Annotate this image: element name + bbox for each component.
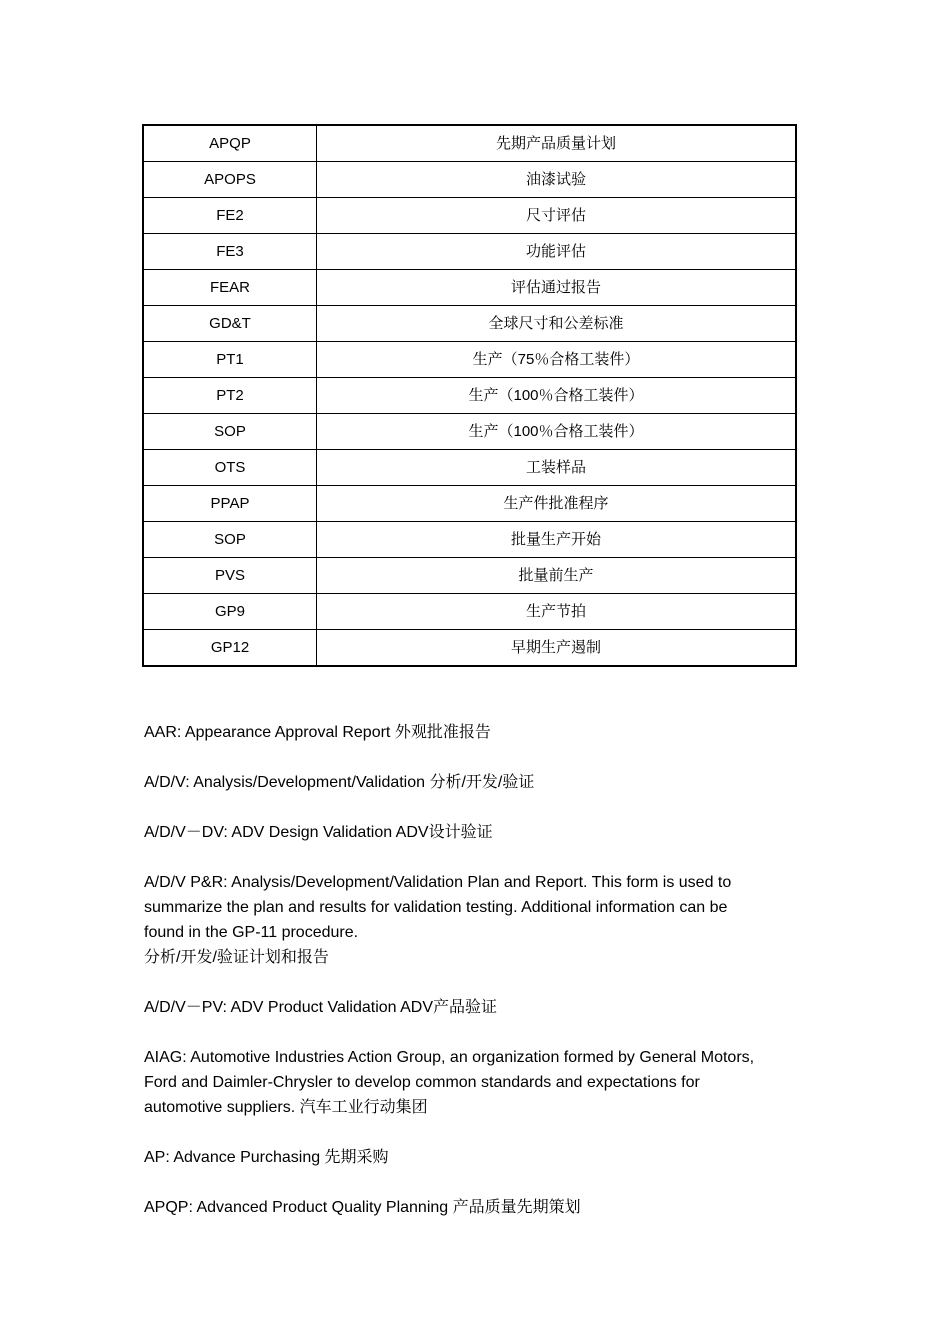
meaning-cell: 生产件批准程序 xyxy=(317,486,797,522)
meaning-cell: 全球尺寸和公差标准 xyxy=(317,306,797,342)
term-cell: PVS xyxy=(143,558,317,594)
abbreviation-table xyxy=(142,124,797,667)
term-cell: PT1 xyxy=(143,342,317,378)
meaning-cell: 生产（100％合格工装件） xyxy=(317,414,797,450)
table-row xyxy=(143,378,796,414)
table-row xyxy=(143,486,796,522)
glossary-entry-aiag xyxy=(144,1045,804,1120)
term-cell: SOP xyxy=(143,414,317,450)
term-cell: OTS xyxy=(143,450,317,486)
term-cell: SOP xyxy=(143,522,317,558)
glossary-line: A/D/V P&R: Analysis/Development/Validation Plan and Report. This form is used to xyxy=(144,874,732,891)
table-row xyxy=(143,198,796,234)
glossary-entry-apqp xyxy=(144,1195,804,1220)
meaning-cell: 生产（75％合格工装件） xyxy=(317,342,797,378)
term-cell: FE2 xyxy=(143,198,317,234)
term-cell: APOPS xyxy=(143,162,317,198)
glossary-line: A/D/V: Analysis/Development/Validation 分析/开发/验证 xyxy=(144,774,535,791)
table-row xyxy=(143,162,796,198)
table-row xyxy=(143,270,796,306)
term-cell: PPAP xyxy=(143,486,317,522)
table-row xyxy=(143,450,796,486)
meaning-cell: 评估通过报告 xyxy=(317,270,797,306)
meaning-cell: 功能评估 xyxy=(317,234,797,270)
table-row xyxy=(143,594,796,630)
glossary-line: A/D/V－PV: ADV Product Validation ADV产品验证 xyxy=(144,999,498,1016)
meaning-cell: 尺寸评估 xyxy=(317,198,797,234)
term-cell: FEAR xyxy=(143,270,317,306)
glossary-list xyxy=(144,720,804,1245)
term-cell: PT2 xyxy=(143,378,317,414)
glossary-line: Ford and Daimler-Chrysler to develop common standards and expectations for xyxy=(144,1074,700,1091)
meaning-cell: 批量前生产 xyxy=(317,558,797,594)
glossary-line: AIAG: Automotive Industries Action Group, an organization formed by General Motors, xyxy=(144,1049,755,1066)
glossary-line: automotive suppliers. 汽车工业行动集团 xyxy=(144,1099,428,1116)
glossary-line: 分析/开发/验证计划和报告 xyxy=(144,949,329,966)
glossary-line: summarize the plan and results for validation testing. Additional information can be xyxy=(144,899,728,916)
glossary-line: found in the GP-11 procedure. xyxy=(144,924,359,941)
table-row xyxy=(143,414,796,450)
glossary-entry-adv xyxy=(144,770,804,795)
table-row xyxy=(143,558,796,594)
glossary-line: AP: Advance Purchasing 先期采购 xyxy=(144,1149,389,1166)
glossary-entry-adv-pv xyxy=(144,995,804,1020)
glossary-line: A/D/V－DV: ADV Design Validation ADV设计验证 xyxy=(144,824,493,841)
meaning-cell: 早期生产遏制 xyxy=(317,630,797,667)
glossary-entry-ap xyxy=(144,1145,804,1170)
table-row xyxy=(143,234,796,270)
glossary-entry-aar xyxy=(144,720,804,745)
glossary-line: AAR: Appearance Approval Report 外观批准报告 xyxy=(144,724,491,741)
glossary-entry-adv-pr xyxy=(144,870,804,970)
term-cell: GP12 xyxy=(143,630,317,667)
glossary-line: APQP: Advanced Product Quality Planning 产品质量先期策划 xyxy=(144,1199,581,1216)
table-row xyxy=(143,306,796,342)
meaning-cell: 工装样品 xyxy=(317,450,797,486)
term-cell: GD&T xyxy=(143,306,317,342)
term-cell: FE3 xyxy=(143,234,317,270)
term-cell: GP9 xyxy=(143,594,317,630)
meaning-cell: 批量生产开始 xyxy=(317,522,797,558)
glossary-entry-adv-dv xyxy=(144,820,804,845)
table-row xyxy=(143,522,796,558)
meaning-cell: 生产节拍 xyxy=(317,594,797,630)
table-row xyxy=(143,125,796,162)
meaning-cell: 先期产品质量计划 xyxy=(317,125,797,162)
table-row xyxy=(143,630,796,667)
term-cell: APQP xyxy=(143,125,317,162)
meaning-cell: 油漆试验 xyxy=(317,162,797,198)
table-row xyxy=(143,342,796,378)
meaning-cell: 生产（100％合格工装件） xyxy=(317,378,797,414)
